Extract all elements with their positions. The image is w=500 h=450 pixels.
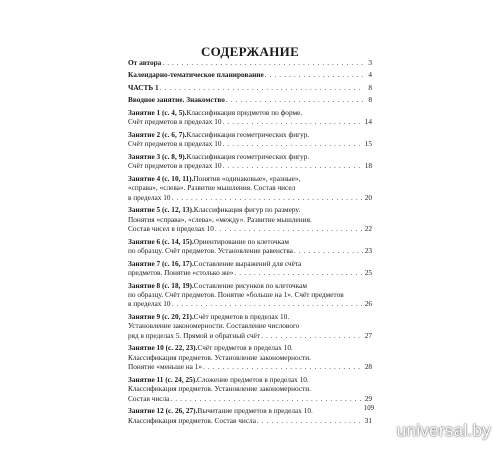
toc-entry-text: Составление выражений для счёта [193,258,302,268]
toc-entry [128,152,372,171]
toc-page-number: 14 [364,117,372,127]
toc-page-number: 15 [364,139,372,149]
toc-line [128,353,372,362]
toc-line [128,205,372,214]
toc-page-number: 29 [364,393,372,403]
toc-entry-text: Классификация фигур по размеру. [193,205,301,215]
toc-page-number: 25 [364,268,372,278]
toc-entry-text: Классификация предметов. Состав числа [128,415,256,425]
toc-entry [128,205,372,233]
toc-line [128,343,372,352]
toc-entry-text: Классификация предметов по форме. [186,107,303,117]
toc-entry-heading: Занятие 8 (с. 18, 19). [128,280,194,290]
toc-entry-heading: Занятие 1 (с. 4, 5). [128,107,187,117]
toc-line [128,161,372,170]
toc-entry-text: Счёт предметов в пределах 10 [128,161,222,171]
toc-page-number: 28 [364,362,372,372]
toc-line [128,224,372,233]
toc-line [128,183,372,192]
toc-entry-text: Понятие «меньше на 1» [128,362,203,372]
dot-leader [160,83,363,92]
dot-leader [223,161,363,170]
table-of-contents [128,58,372,425]
toc-entry-text: Классификация предметов. Установление закономерности. [128,384,311,394]
toc-entry-text: Установление закономерности. Составление числового [128,321,300,331]
toc-entry-heading: От автора [128,58,162,67]
toc-entry [128,312,372,340]
toc-entry [128,83,372,92]
toc-line [128,394,372,403]
toc-entry-text: по образцу. Счёт предметов. Установление равенства [128,246,293,256]
toc-line [128,375,372,384]
toc-entry-heading: Занятие 2 (с. 6, 7). [128,129,187,139]
toc-entry [128,375,372,403]
toc-line [128,58,372,67]
watermark: universal.by [396,421,491,440]
toc-line [128,259,372,268]
toc-entry [128,281,372,309]
toc-line [128,117,372,126]
toc-entry-text: Ориентирование по клеточкам [193,236,289,246]
dot-leader [294,246,363,255]
toc-entry [128,174,372,202]
toc-entry [128,95,372,104]
toc-line [128,237,372,246]
toc-entry-text: Счёт предметов в пределах 10. [197,343,293,353]
dot-leader [162,58,363,67]
toc-line [128,139,372,148]
toc-entry-heading: Занятие 3 (с. 8, 9). [128,151,187,161]
toc-entry [128,343,372,371]
toc-line [128,406,372,415]
toc-page-number: 18 [364,161,372,171]
toc-entry-text: Понятия «справа», «слева», «между». Развитие мышления. [128,214,312,224]
toc-entry-text: «справа», «слева». Развитие мышления. Состав чисел [128,183,296,193]
dot-leader [215,224,363,233]
toc-entry-heading: Занятие 4 (с. 10, 11). [128,173,194,183]
toc-entry [128,108,372,127]
page-number: 109 [363,405,374,412]
toc-page-number: 22 [364,224,372,234]
toc-line [128,321,372,330]
toc-entry-text: Составление рисунков по клеточкам [193,280,308,290]
toc-entry-heading: Занятие 12 (с. 26, 27). [128,406,198,416]
toc-page-number: 8 [368,82,372,92]
toc-entry-heading: Занятие 11 (с. 24, 25). [128,374,198,384]
toc-entry-text: Счёт предметов в пределах 10. [193,312,290,322]
toc-line [128,95,372,104]
toc-entry-text: Состав числа [128,393,170,403]
toc-line [128,331,372,340]
dot-leader [170,394,363,403]
toc-page-number: 27 [364,330,372,340]
toc-entry-text: в пределах 10 [128,299,171,309]
toc-line [128,83,372,92]
toc-line [128,312,372,321]
toc-line [128,70,372,79]
toc-line [128,299,372,308]
toc-line [128,215,372,224]
toc-entry-heading: Занятие 7 (с. 16, 17). [128,258,194,268]
toc-line [128,362,372,371]
dot-leader [226,95,363,104]
toc-line [128,268,372,277]
toc-entry-text: Сложение предметов в пределах 10. [197,374,309,384]
toc-entry [128,406,372,425]
dot-leader [223,139,363,148]
toc-entry [128,70,372,79]
toc-line [128,416,372,425]
toc-line [128,108,372,117]
toc-page-number: 3 [368,58,372,67]
toc-line [128,174,372,183]
toc-entry [128,58,372,67]
toc-line [128,384,372,393]
toc-page-number: 4 [368,70,372,80]
toc-line [128,130,372,139]
toc-entry [128,259,372,278]
toc-entry-text: в пределах 10 [128,192,171,202]
toc-entry-heading: Календарно-тематическое планирование [128,70,264,80]
dot-leader [257,416,363,425]
toc-entry-text: Понятия «одинаковые», «разные», [193,173,301,183]
toc-line [128,193,372,202]
toc-entry-text: ряд в пределах 5. Прямой и обратный счёт [128,330,261,340]
toc-page-number: 8 [368,95,372,105]
toc-entry-text: Классификация геометрических фигур. [186,151,310,161]
dot-leader [203,362,363,371]
toc-entry-text: Классификация геометрических фигур. [186,129,310,139]
toc-page-number: 23 [364,246,372,256]
toc-line [128,281,372,290]
toc-entry-heading: Занятие 5 (с. 12, 13). [128,205,194,215]
toc-entry-text: Состав чисел в пределах 10 [128,224,214,234]
dot-leader [223,117,363,126]
toc-entry-text: по образцу. Счёт предметов. Понятие «больше на 1». Счёт предметов [128,290,344,300]
toc-entry-heading: Вводное занятие. Знакомство [128,95,225,105]
dot-leader [172,299,363,308]
toc-line [128,290,372,299]
dot-leader [265,70,363,79]
toc-page-number: 31 [364,415,372,425]
toc-entry-heading: Занятие 6 (с. 14, 15). [128,236,194,246]
toc-entry-text: Классификация предметов. Установление закономерности. [128,352,311,362]
toc-page-number: 20 [364,192,372,202]
dot-leader [234,268,363,277]
dot-leader [261,331,363,340]
toc-entry-heading: ЧАСТЬ 1 [128,82,159,92]
toc-entry-text: Вычитание предметов в пределах 10. [197,406,313,416]
toc-line [128,246,372,255]
toc-entry-heading: Занятие 9 (с. 20, 21). [128,312,194,322]
toc-entry [128,130,372,149]
toc-entry-text: предметов. Понятие «столько же» [128,268,234,278]
toc-entry [128,237,372,256]
toc-entry-text: Счёт предметов в пределах 10 [128,139,222,149]
toc-line [128,152,372,161]
toc-entry-heading: Занятие 10 (с. 22, 23). [128,343,198,353]
page-title: СОДЕРЖАНИЕ [200,44,300,59]
toc-entry-text: Счёт предметов в пределах 10 [128,117,222,127]
toc-page-number: 26 [364,299,372,309]
dot-leader [172,193,363,202]
